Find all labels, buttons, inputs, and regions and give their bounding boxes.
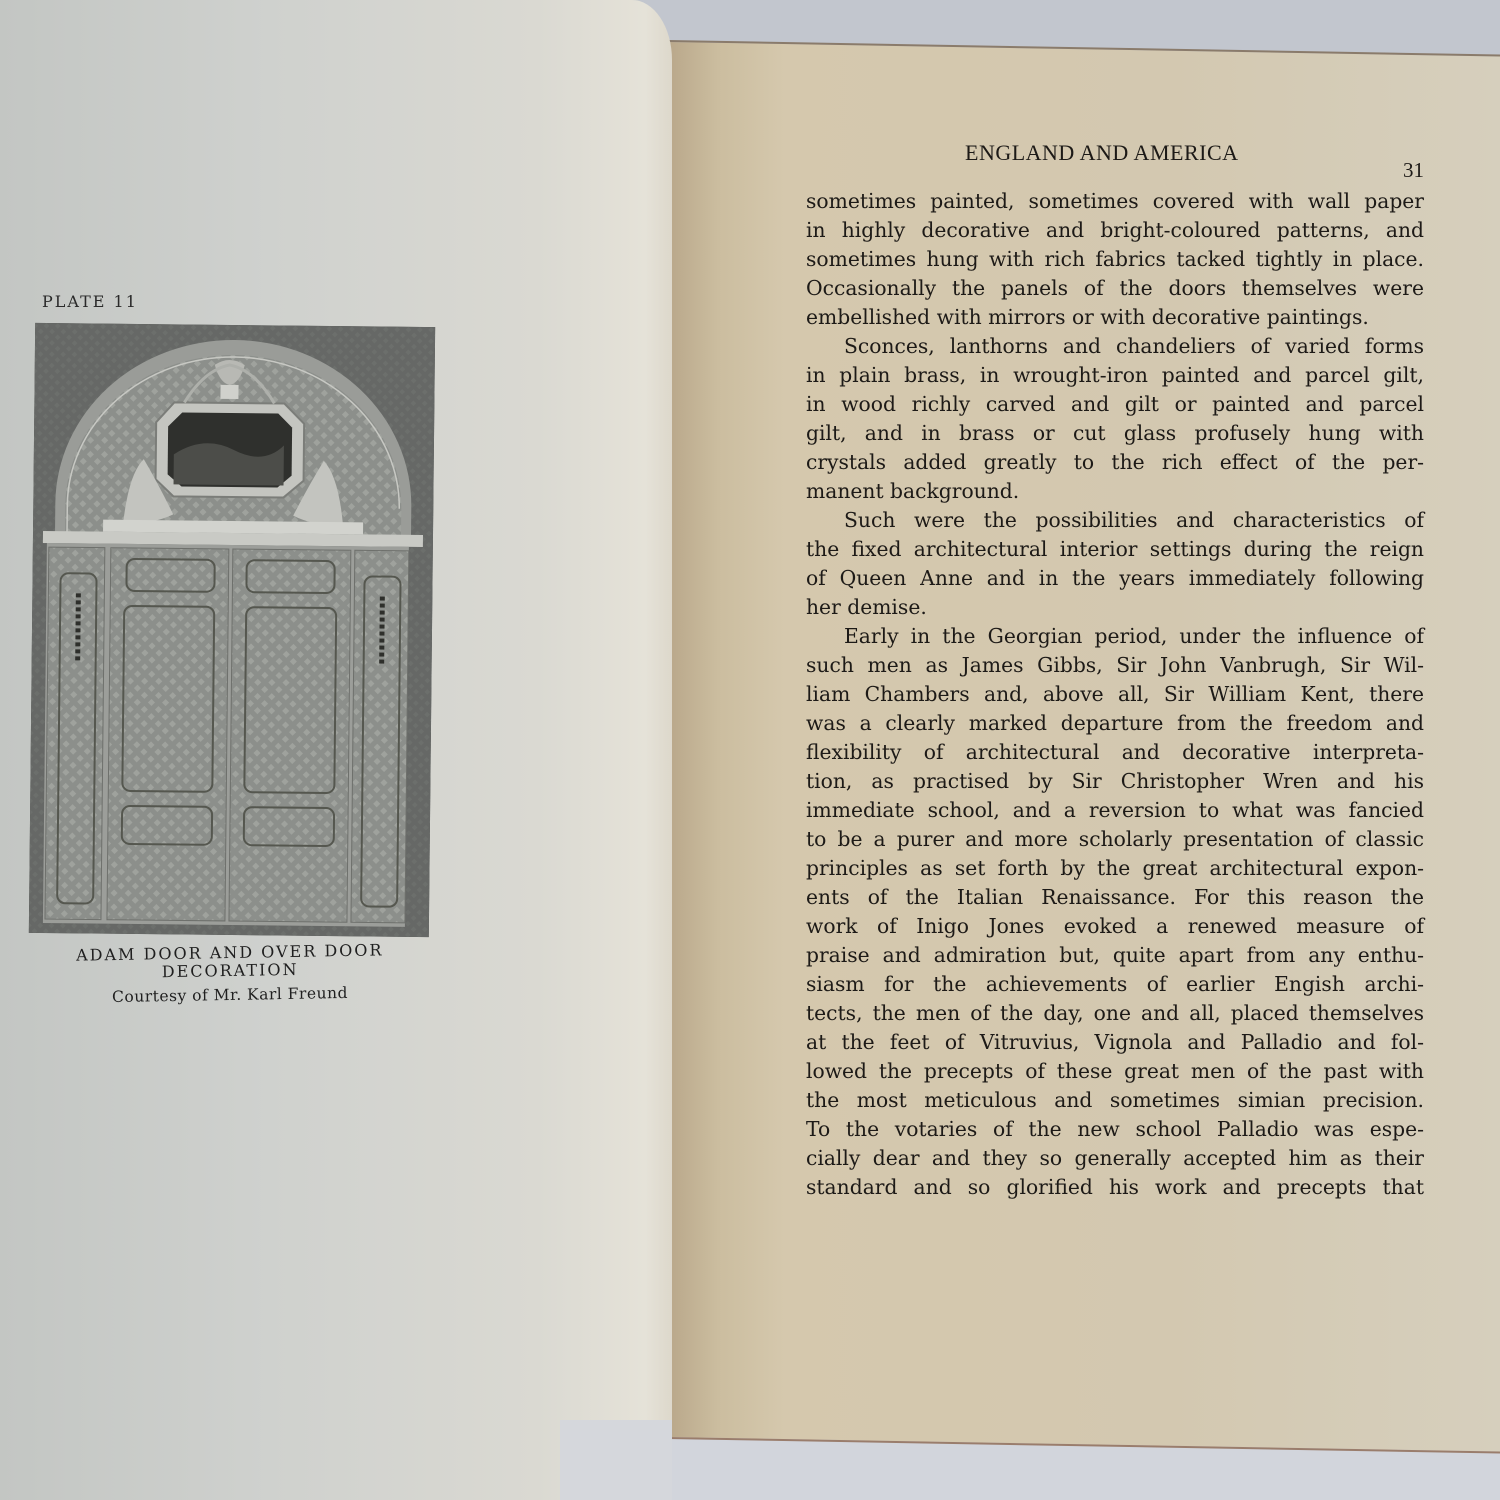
text-line: Sconces, lanthorns and chandeliers of varied forms [844, 334, 1424, 358]
text-line: her demise. [806, 595, 927, 619]
plate-caption [30, 940, 430, 1007]
text-line: Occasionally the panels of the doors themselves were [806, 276, 1424, 300]
plate-photograph [29, 323, 435, 937]
text-line: praise and admiration but, quite apart from any enthu- [806, 943, 1424, 967]
text-line: siasm for the achievements of earlier Engish archi- [806, 972, 1424, 996]
text-line: principles as set forth by the great architectural expon- [806, 856, 1424, 880]
text-line: of Queen Anne and in the years immediately following [806, 566, 1424, 590]
text-line: Early in the Georgian period, under the influence of [844, 624, 1424, 648]
page-number: 31 [1403, 158, 1424, 182]
text-line: ents of the Italian Renaissance. For this reason the [806, 885, 1424, 909]
text-line: embellished with mirrors or with decorative paintings. [806, 305, 1369, 329]
text-line: in plain brass, in wrought-iron painted and parcel gilt, [806, 363, 1424, 387]
running-head [800, 140, 1430, 190]
text-line: sometimes hung with rich fabrics tacked tightly in place. [806, 247, 1424, 271]
text-line: tects, the men of the day, one and all, placed themselves [806, 1001, 1424, 1025]
right-page-content [800, 140, 1430, 1202]
text-line: To the votaries of the new school Palladio was espe- [806, 1117, 1424, 1141]
text-line: gilt, and in brass or cut glass profusely hung with [806, 421, 1424, 445]
text-line: work of Inigo Jones evoked a renewed measure of [806, 914, 1424, 938]
text-line: flexibility of architectural and decorative interpreta- [806, 740, 1424, 764]
text-line: manent background. [806, 479, 1020, 503]
caption-credit: Courtesy of Mr. Karl Freund [111, 983, 349, 1007]
caption-title-line-1: ADAM DOOR AND OVER DOOR [75, 940, 384, 965]
text-line: the most meticulous and sometimes simian precision. [806, 1088, 1424, 1112]
text-line: tion, as practised by Sir Christopher Wren and his [806, 769, 1424, 793]
text-line: sometimes painted, sometimes covered with wall paper [806, 189, 1424, 213]
page-curl-shadow [560, 1420, 672, 1500]
text-line: lowed the precepts of these great men of the past with [806, 1059, 1424, 1083]
caption-title [30, 941, 431, 984]
text-line: in highly decorative and bright-coloured patterns, and [806, 218, 1424, 242]
text-line: standard and so glorified his work and precepts that [806, 1175, 1424, 1199]
text-line: in wood richly carved and gilt or painted and parcel [806, 392, 1424, 416]
text-line: immediate school, and a reversion to what was fancied [806, 798, 1424, 822]
text-line: crystals added greatly to the rich effect of the per- [806, 450, 1424, 474]
text-line: the fixed architectural interior settings during the reign [806, 537, 1424, 561]
text-line: liam Chambers and, above all, Sir William Kent, there [806, 682, 1424, 706]
body-text [800, 187, 1430, 1202]
plate-label: PLATE 11 [42, 292, 138, 311]
text-line: at the feet of Vitruvius, Vignola and Palladio and fol- [806, 1030, 1424, 1054]
text-line: was a clearly marked departure from the freedom and [806, 711, 1424, 735]
text-line: cially dear and they so generally accepted him as their [806, 1146, 1424, 1170]
text-line: to be a purer and more scholarly presentation of classic [806, 827, 1424, 851]
caption-title-line-2: DECORATION [161, 959, 299, 982]
running-title: ENGLAND AND AMERICA [965, 140, 1239, 165]
door-photo-illustration [29, 323, 435, 937]
text-line: such men as James Gibbs, Sir John Vanbrugh, Sir Wil- [806, 653, 1424, 677]
text-line: Such were the possibilities and characteristics of [844, 508, 1424, 532]
